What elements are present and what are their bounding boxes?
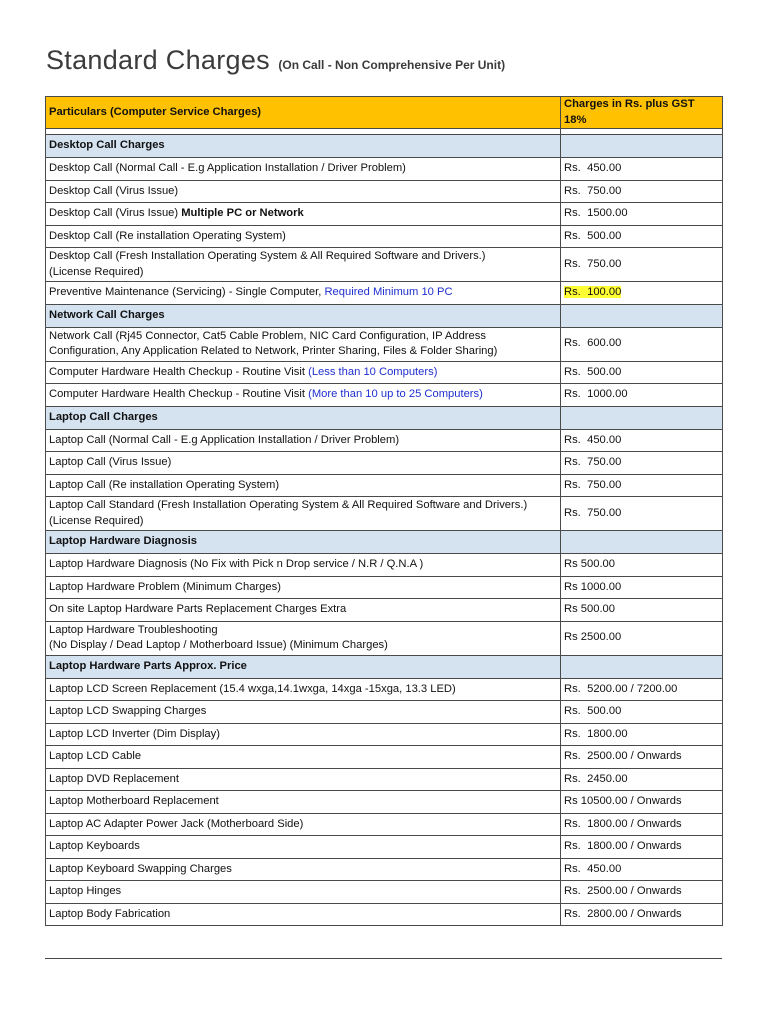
charge-value: 100.00	[587, 286, 622, 298]
row-description: Laptop LCD Cable	[46, 746, 561, 769]
row-text: Computer Hardware Health Checkup - Routine Visit	[49, 388, 309, 400]
row-charge	[561, 678, 723, 701]
table-row	[46, 497, 723, 531]
row-charge	[561, 429, 723, 452]
table-row	[46, 858, 723, 881]
row-charge	[561, 881, 723, 904]
row-charge	[561, 746, 723, 769]
row-charge	[561, 723, 723, 746]
section-title: Laptop Hardware Diagnosis	[46, 531, 561, 554]
currency-label: Rs.	[564, 682, 581, 695]
table-row	[46, 746, 723, 769]
header-charges: Charges in Rs. plus GST 18%	[561, 97, 723, 129]
row-text-line: Laptop Call Standard (Fresh Installation Operating System & All Required Software and Drivers.)	[49, 499, 528, 511]
row-charge	[561, 225, 723, 248]
highlighted-charge	[564, 286, 621, 298]
charge-value: 750.00	[587, 478, 622, 491]
currency-label: Rs.	[564, 337, 581, 350]
row-charge	[561, 813, 723, 836]
row-note: (More than 10 up to 25 Computers)	[308, 388, 483, 400]
row-description: Laptop AC Adapter Power Jack (Motherboard Side)	[46, 813, 561, 836]
row-description: Laptop Motherboard Replacement	[46, 791, 561, 814]
table-row	[46, 203, 723, 226]
charge-value: 750.00	[587, 184, 622, 197]
table-row	[46, 701, 723, 724]
charge-value: Rs 1000.00	[561, 576, 723, 599]
charge-value: Rs 2500.00	[561, 621, 723, 655]
section-title: Laptop Hardware Parts Approx. Price	[46, 655, 561, 678]
row-description: Desktop Call (Normal Call - E.g Application Installation / Driver Problem)	[46, 158, 561, 181]
row-description: Laptop Call (Virus Issue)	[46, 452, 561, 475]
table-row	[46, 282, 723, 305]
table-row	[46, 474, 723, 497]
section-row-diagnosis	[46, 531, 723, 554]
row-text: Computer Hardware Health Checkup - Routine Visit	[49, 365, 309, 378]
row-description: Laptop Call (Normal Call - E.g Application Installation / Driver Problem)	[46, 429, 561, 452]
row-charge	[561, 180, 723, 203]
currency-label: Rs.	[564, 286, 581, 298]
table-row	[46, 158, 723, 181]
row-description	[46, 361, 561, 384]
row-charge	[561, 327, 723, 361]
table-row	[46, 903, 723, 926]
row-description	[46, 203, 561, 226]
row-description	[46, 327, 561, 361]
currency-label: Rs.	[564, 772, 581, 785]
charge-value: Rs 500.00	[561, 554, 723, 577]
currency-label: Rs.	[564, 840, 581, 852]
row-charge	[561, 768, 723, 791]
charge-value: 450.00	[587, 433, 622, 446]
table-row	[46, 599, 723, 622]
table-row	[46, 248, 723, 282]
row-description: Laptop LCD Swapping Charges	[46, 701, 561, 724]
row-note: (Less than 10 Computers)	[308, 365, 438, 378]
currency-label: Rs.	[564, 750, 581, 762]
charge-value: 1800.00 / Onwards	[587, 817, 682, 830]
charge-value: 2800.00 / Onwards	[587, 907, 682, 920]
table-row	[46, 791, 723, 814]
row-charge	[561, 452, 723, 475]
row-description: Laptop LCD Inverter (Dim Display)	[46, 723, 561, 746]
charge-value: 1000.00	[587, 388, 628, 400]
charge-value: Rs 10500.00 / Onwards	[561, 791, 723, 814]
table-row	[46, 621, 723, 655]
currency-label: Rs.	[564, 727, 581, 740]
page-title: Standard Charges	[46, 45, 270, 75]
row-description: Laptop Hardware Problem (Minimum Charges)	[46, 576, 561, 599]
charge-value: 2500.00 / Onwards	[587, 750, 682, 762]
row-text-line: Configuration, Any Application Related to Network, Printer Sharing, Files & Folder Sharing)	[49, 345, 498, 357]
section-row-network	[46, 304, 723, 327]
charge-value: 750.00	[587, 456, 622, 468]
row-description: Laptop Body Fabrication	[46, 903, 561, 926]
charge-value: 500.00	[587, 229, 622, 242]
table-row	[46, 452, 723, 475]
table-header-row	[46, 97, 723, 129]
row-text: Preventive Maintenance (Servicing) - Single Computer,	[49, 286, 325, 298]
header-particulars: Particulars (Computer Service Charges)	[46, 97, 561, 129]
row-description: Laptop Call (Re installation Operating System)	[46, 474, 561, 497]
row-emphasis: Multiple PC or Network	[181, 207, 304, 219]
currency-label: Rs.	[564, 862, 581, 875]
charges-table	[45, 96, 723, 926]
section-row-laptop	[46, 406, 723, 429]
row-description: Laptop DVD Replacement	[46, 768, 561, 791]
charge-value: 2450.00	[587, 772, 628, 785]
charge-value: Rs 500.00	[561, 599, 723, 622]
row-charge	[561, 497, 723, 531]
section-title: Network Call Charges	[46, 304, 561, 327]
row-description: Laptop Keyboard Swapping Charges	[46, 858, 561, 881]
row-description: Desktop Call (Virus Issue)	[46, 180, 561, 203]
table-row	[46, 881, 723, 904]
row-note: Required Minimum 10 PC	[324, 286, 453, 298]
row-description	[46, 384, 561, 407]
row-description	[46, 497, 561, 531]
charge-value: 750.00	[587, 257, 622, 270]
page-title-block	[46, 45, 505, 76]
charge-value: 600.00	[587, 337, 622, 350]
currency-label: Rs.	[564, 885, 581, 897]
currency-label: Rs.	[564, 456, 581, 468]
row-description	[46, 621, 561, 655]
table-row	[46, 180, 723, 203]
currency-label: Rs.	[564, 229, 581, 242]
row-charge	[561, 701, 723, 724]
row-charge	[561, 282, 723, 305]
row-description	[46, 248, 561, 282]
currency-label: Rs.	[564, 817, 581, 830]
currency-label: Rs.	[564, 478, 581, 491]
row-text-line: Desktop Call (Fresh Installation Operating System & All Required Software and Drivers.)	[49, 250, 486, 262]
table-row	[46, 813, 723, 836]
currency-label: Rs.	[564, 184, 581, 197]
table-row	[46, 327, 723, 361]
table-row	[46, 225, 723, 248]
row-description: On site Laptop Hardware Parts Replacement Charges Extra	[46, 599, 561, 622]
section-title: Laptop Call Charges	[46, 406, 561, 429]
row-charge	[561, 858, 723, 881]
section-title: Desktop Call Charges	[46, 135, 561, 158]
charge-value: 500.00	[587, 365, 622, 378]
charge-value: 750.00	[587, 506, 622, 519]
currency-label: Rs.	[564, 506, 581, 519]
section-row-desktop	[46, 135, 723, 158]
table-row	[46, 384, 723, 407]
row-charge	[561, 158, 723, 181]
row-description: Desktop Call (Re installation Operating System)	[46, 225, 561, 248]
currency-label: Rs.	[564, 388, 581, 400]
charge-value: 450.00	[587, 862, 622, 875]
currency-label: Rs.	[564, 257, 581, 270]
section-row-parts	[46, 655, 723, 678]
row-charge	[561, 474, 723, 497]
currency-label: Rs.	[564, 705, 581, 717]
table-bottom-rule	[45, 958, 722, 959]
currency-label: Rs.	[564, 365, 581, 378]
table-row	[46, 429, 723, 452]
row-charge	[561, 361, 723, 384]
charge-value: 500.00	[587, 705, 622, 717]
row-text-line: (No Display / Dead Laptop / Motherboard Issue) (Minimum Charges)	[49, 639, 388, 651]
row-text-line: (License Required)	[49, 514, 144, 527]
row-charge	[561, 836, 723, 859]
row-charge	[561, 903, 723, 926]
currency-label: Rs.	[564, 162, 581, 174]
charge-value: 5200.00 / 7200.00	[587, 682, 678, 695]
row-text-line: Network Call (Rj45 Connector, Cat5 Cable Problem, NIC Card Configuration, IP Address	[49, 329, 486, 342]
row-description: Laptop Hinges	[46, 881, 561, 904]
charge-value: 1500.00	[587, 207, 628, 219]
currency-label: Rs.	[564, 207, 581, 219]
charge-value: 450.00	[587, 162, 622, 174]
table-row	[46, 576, 723, 599]
page-subtitle: (On Call - Non Comprehensive Per Unit)	[278, 58, 506, 72]
table-row	[46, 678, 723, 701]
charge-value: 2500.00 / Onwards	[587, 885, 682, 897]
row-charge	[561, 248, 723, 282]
row-charge	[561, 384, 723, 407]
row-charge	[561, 203, 723, 226]
charge-value: 1800.00	[587, 727, 628, 740]
currency-label: Rs.	[564, 433, 581, 446]
row-text-line: (License Required)	[49, 265, 144, 278]
row-text-line: Laptop Hardware Troubleshooting	[49, 623, 218, 636]
row-description: Laptop Keyboards	[46, 836, 561, 859]
charge-value: 1800.00 / Onwards	[587, 840, 682, 852]
row-description: Laptop LCD Screen Replacement (15.4 wxga,14.1wxga, 14xga -15xga, 13.3 LED)	[46, 678, 561, 701]
row-description	[46, 282, 561, 305]
table-row	[46, 723, 723, 746]
table-row	[46, 361, 723, 384]
row-text: Desktop Call (Virus Issue)	[49, 207, 182, 219]
currency-label: Rs.	[564, 907, 581, 920]
table-row	[46, 554, 723, 577]
table-row	[46, 836, 723, 859]
row-description: Laptop Hardware Diagnosis (No Fix with Pick n Drop service / N.R / Q.N.A )	[46, 554, 561, 577]
table-row	[46, 768, 723, 791]
